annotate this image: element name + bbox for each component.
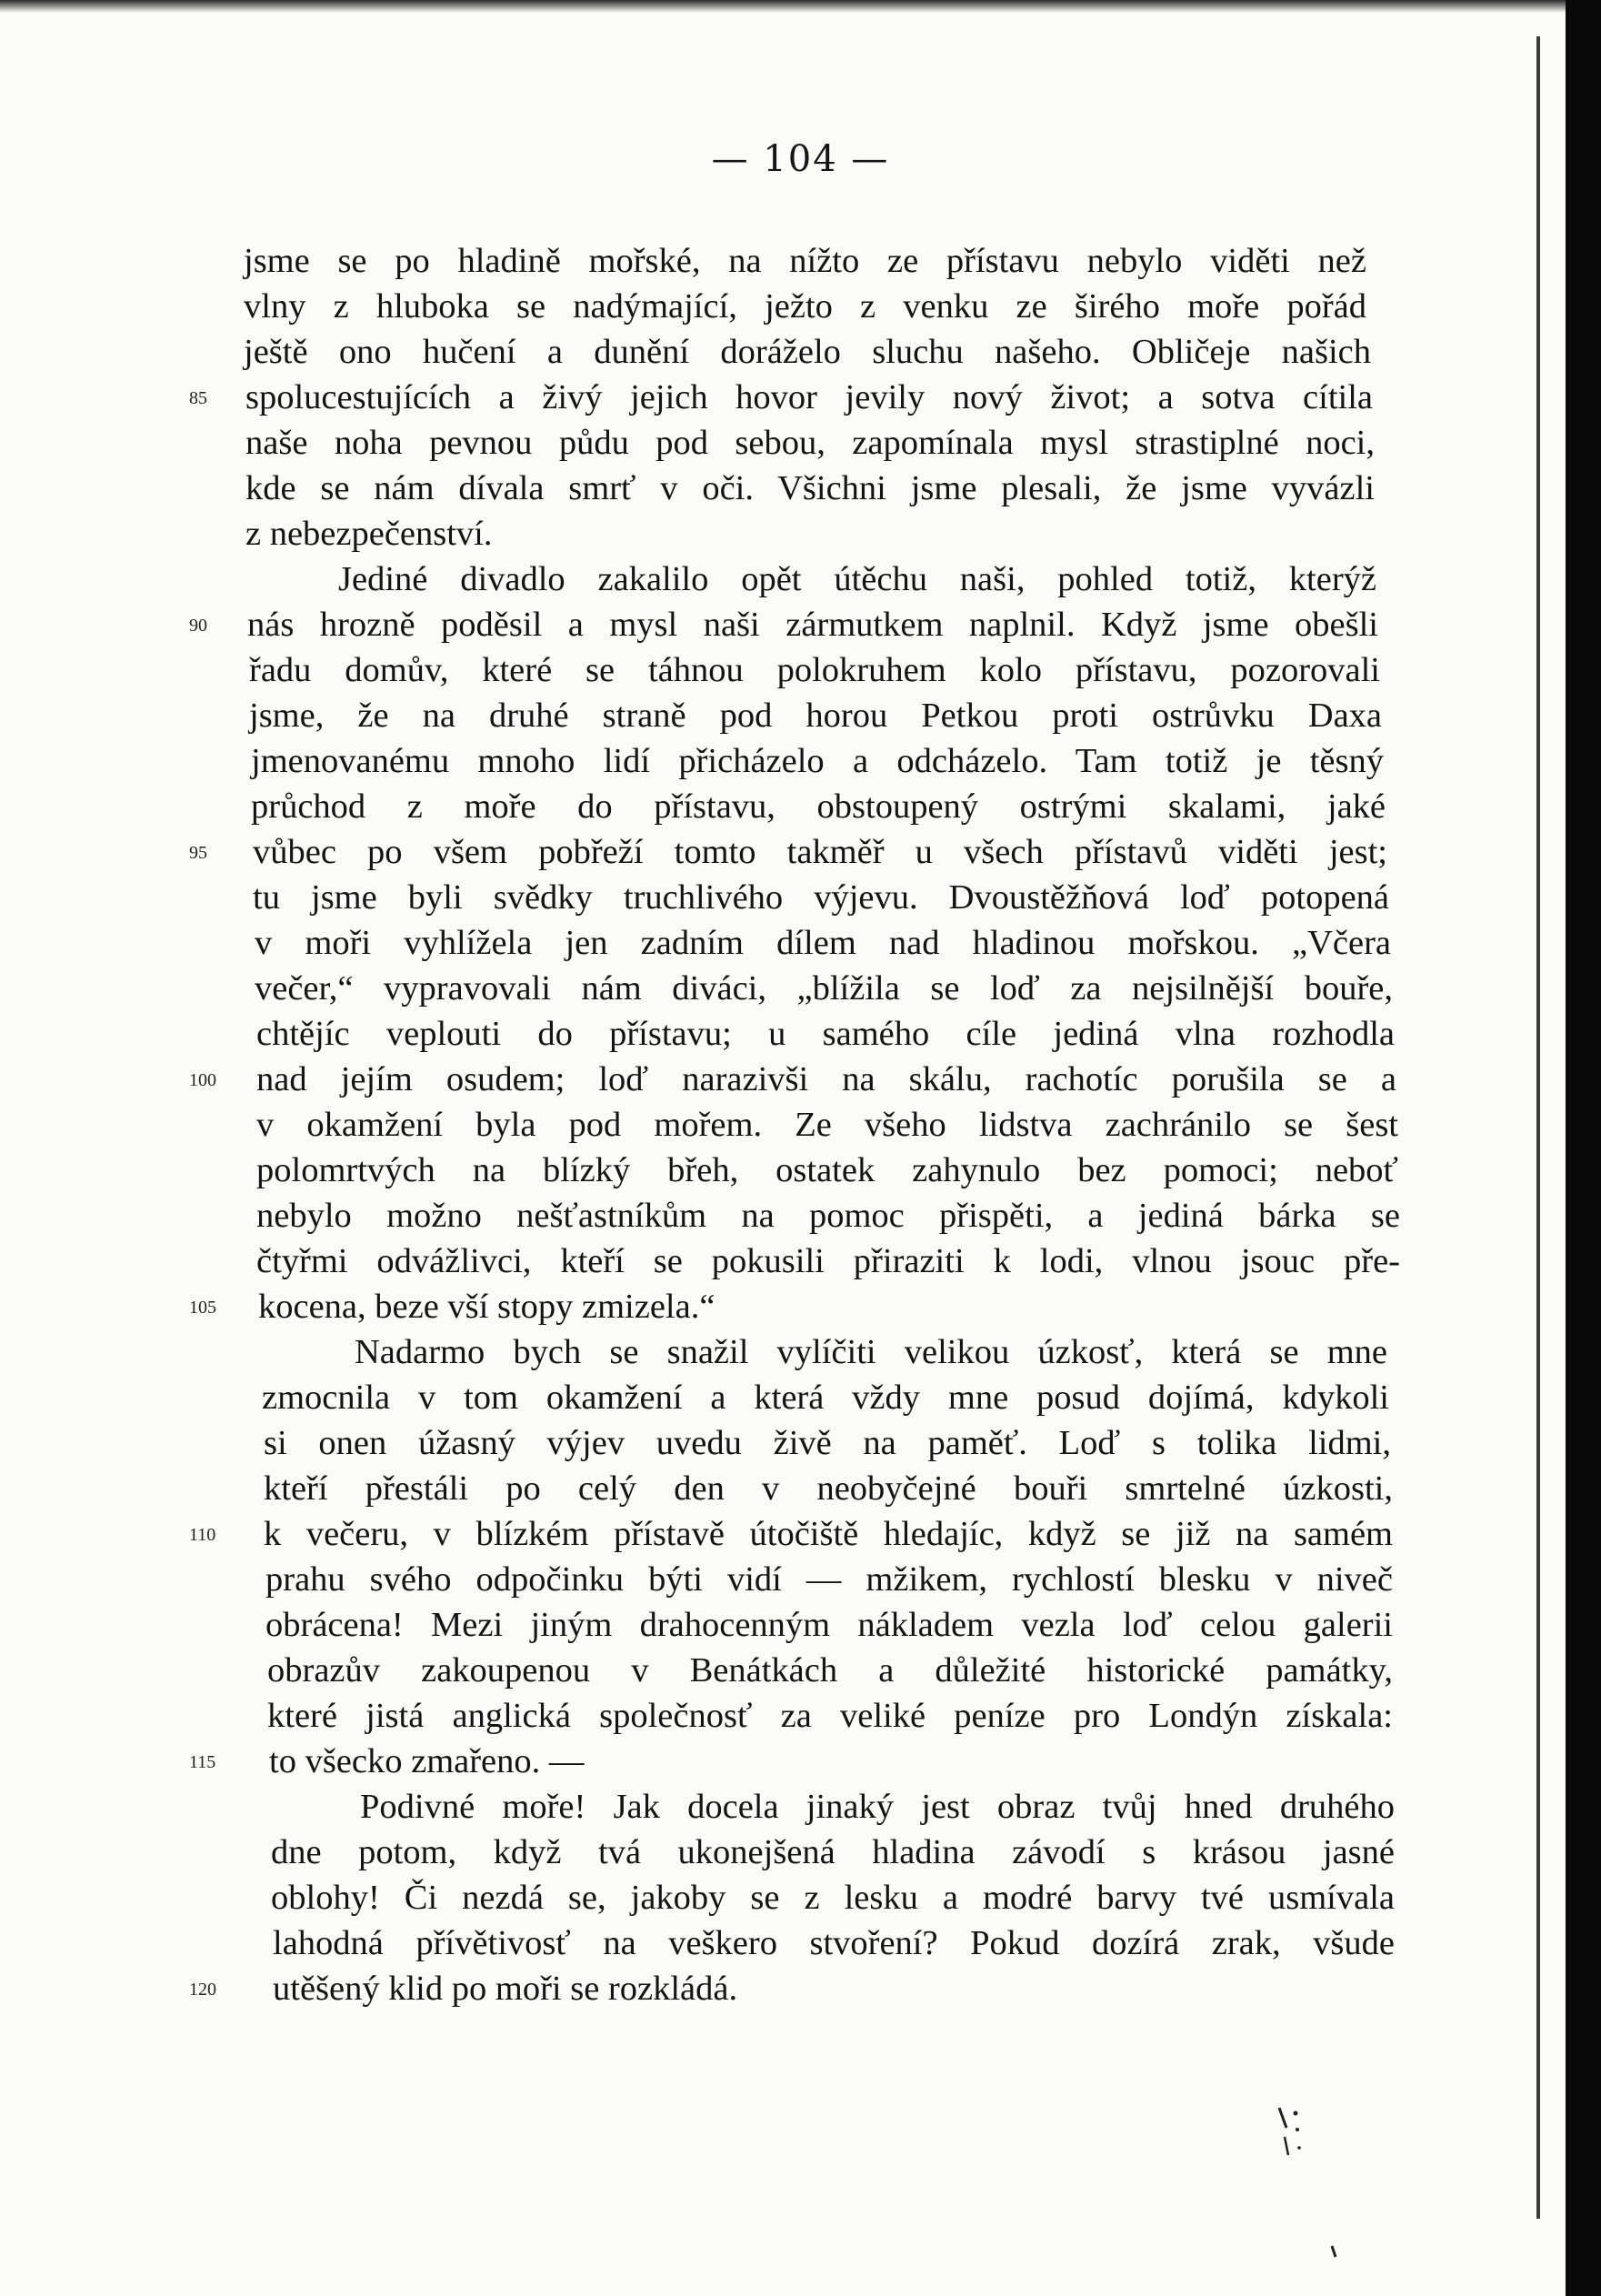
line-number-100: 100 bbox=[189, 1070, 216, 1090]
text-line-20: v okamžení byla pod mořem. Ze všeho lidstva zachránilo se šest bbox=[256, 1106, 1398, 1144]
text-line-8: Jediné divadlo zakalilo opět útěchu naši, pohled totiž, kterýž bbox=[338, 560, 1376, 598]
stray-ink-marks bbox=[1268, 2100, 1377, 2264]
text-line-32: obrazův zakoupenou v Benátkách a důležité historické památky, bbox=[267, 1651, 1393, 1689]
text-line-35: Podivné moře! Jak docela jinaký jest obraz tvůj hned druhého bbox=[360, 1788, 1395, 1826]
text-line-6: kde se nám dívala smrť v oči. Všichni jsme plesali, že jsme vyvázli bbox=[245, 469, 1375, 507]
line-number-120: 120 bbox=[189, 1980, 216, 2000]
text-line-21: polomrtvých na blízký břeh, ostatek zahynulo bez pomoci; neboť bbox=[256, 1151, 1398, 1189]
text-line-28: kteří přestáli po celý den v neobyčejné bouři smrtelné úzkosti, bbox=[264, 1469, 1393, 1508]
text-line-13: průchod z moře do přístavu, obstoupený ostrými skalami, jaké bbox=[251, 787, 1386, 826]
text-line-33: které jistá anglická společnosť za veliké peníze pro Londýn získala: bbox=[267, 1697, 1393, 1735]
text-line-31: obrácena! Mezi jiným drahocenným nákladem vezla loď celou galerii bbox=[265, 1606, 1393, 1644]
text-line-15: tu jsme byli svědky truchlivého výjevu. Dvoustěžňová loď potopená bbox=[253, 878, 1389, 917]
line-number-95: 95 bbox=[189, 843, 207, 863]
text-line-10: řadu domův, které se táhnou polokruhem kolo přístavu, pozorovali bbox=[249, 651, 1380, 689]
text-line-27: si onen úžasný výjev uvedu živě na paměť. Loď s tolika lidmi, bbox=[264, 1424, 1391, 1462]
text-line-36: dne potom, když tvá ukonejšená hladina závodí s krásou jasné bbox=[271, 1833, 1395, 1871]
text-line-39: utěšený klid po moři se rozkládá. bbox=[273, 1970, 738, 2008]
text-line-7: z nebezpečenství. bbox=[245, 515, 493, 553]
page-top-shadow bbox=[0, 0, 1566, 13]
text-line-4: spolucestujících a živý jejich hovor jevily nový život; a sotva cítila bbox=[245, 378, 1373, 416]
text-line-17: večer,“ vypravovali nám diváci, „blížila se loď za nejsilnější bouře, bbox=[255, 969, 1393, 1008]
text-line-1: jsme se po hladině mořské, na nížto ze přístavu nebylo viděti než bbox=[244, 242, 1366, 280]
page-number: — 104 — bbox=[711, 138, 890, 180]
binding-edge-line bbox=[1536, 36, 1540, 2219]
text-line-29: k večeru, v blízkém přístavě útočiště hledajíc, když se již na samém bbox=[264, 1515, 1393, 1553]
text-line-22: nebylo možno nešťastníkům na pomoc přispěti, a jediná bárka se bbox=[256, 1197, 1400, 1235]
line-number-85: 85 bbox=[189, 388, 207, 408]
text-line-18: chtějíc veplouti do přístavu; u samého cíle jediná vlna rozhodla bbox=[256, 1015, 1395, 1053]
text-line-24: kocena, beze vší stopy zmizela.“ bbox=[258, 1288, 715, 1326]
text-line-16: v moři vyhlížela jen zadním dílem nad hladinou mořskou. „Včera bbox=[255, 924, 1391, 962]
scan-right-edge bbox=[1566, 0, 1601, 2296]
text-line-9: nás hrozně poděsil a mysl naši zármutkem naplnil. Když jsme obešli bbox=[247, 606, 1378, 644]
text-line-26: zmocnila v tom okamžení a která vždy mne posud dojímá, kdykoli bbox=[262, 1379, 1389, 1417]
line-number-115: 115 bbox=[189, 1752, 216, 1772]
text-line-34: to všecko zmařeno. — bbox=[269, 1742, 585, 1780]
text-line-37: oblohy! Či nezdá se, jakoby se z lesku a modré barvy tvé usmívala bbox=[271, 1879, 1395, 1917]
text-line-3: ještě ono hučení a dunění doráželo sluchu našeho. Obličeje našich bbox=[244, 333, 1371, 371]
text-line-25: Nadarmo bych se snažil vylíčiti velikou úzkosť, která se mne bbox=[355, 1333, 1387, 1371]
text-line-23: čtyřmi odvážlivci, kteří se pokusili přiraziti k lodi, vlnou jsouc pře- bbox=[256, 1242, 1400, 1280]
text-line-5: naše noha pevnou půdu pod sebou, zapomínala mysl strastiplné noci, bbox=[245, 424, 1375, 462]
line-number-110: 110 bbox=[189, 1525, 216, 1545]
text-line-30: prahu svého odpočinku býti vidí — mžikem, rychlostí blesku v niveč bbox=[265, 1560, 1393, 1599]
text-line-11: jsme, že na druhé straně pod horou Petkou proti ostrůvku Daxa bbox=[249, 697, 1382, 735]
text-line-19: nad jejím osudem; loď narazivši na skálu, rachotíc porušila se a bbox=[256, 1060, 1396, 1098]
text-line-2: vlny z hluboka se nadýmající, ježto z venku ze širého moře pořád bbox=[244, 287, 1366, 326]
line-number-90: 90 bbox=[189, 616, 207, 636]
text-line-38: lahodná přívětivosť na veškero stvoření? Pokud dozírá zrak, všude bbox=[273, 1924, 1395, 1962]
text-line-12: jmenovanému mnoho lidí přicházelo a odcházelo. Tam totiž je těsný bbox=[251, 742, 1384, 780]
line-number-105: 105 bbox=[189, 1298, 216, 1318]
text-line-14: vůbec po všem pobřeží tomto takměř u všech přístavů viděti jest; bbox=[253, 833, 1387, 871]
